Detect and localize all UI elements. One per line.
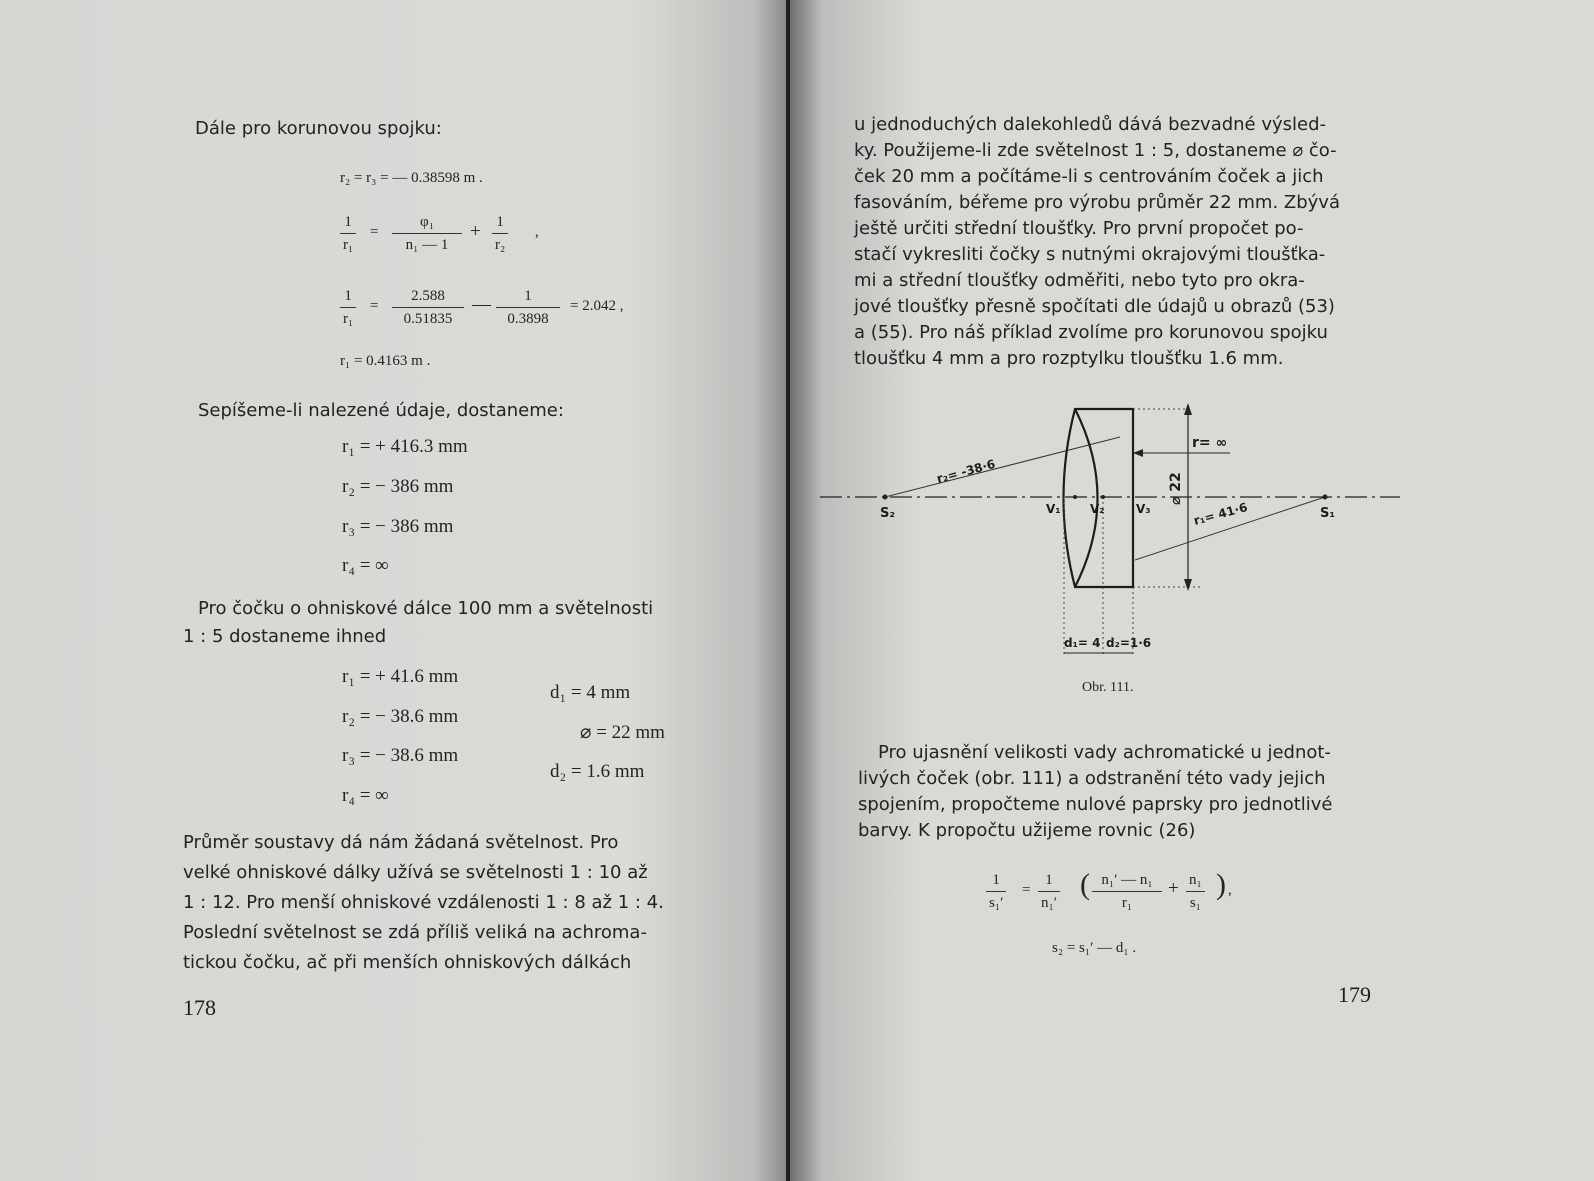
label-r2: r₂= -38·6 (935, 456, 997, 486)
page-number: 178 (183, 995, 216, 1020)
label-s2: S₂ (880, 506, 896, 521)
intro-text: Dále pro korunovou spojku: (195, 118, 442, 139)
lens-contact-surface (1075, 409, 1098, 587)
ray-line (885, 437, 1120, 497)
lens-diagram (790, 395, 1594, 665)
label-v2: V₂ (1090, 502, 1105, 516)
label-d2: d₂=1·6 (1106, 636, 1152, 650)
equation-r1-result: r₁ = 0.4163 m . (340, 353, 431, 369)
label-r-infinity: r= ∞ (1192, 435, 1228, 451)
thickness-d2: d₂ = 1.6 mm (550, 761, 645, 782)
equation-s2: s₂ = s₁′ — d₁ . (1052, 940, 1137, 956)
lens-intro-line1: Pro čočku o ohniskové dálce 100 mm a světelnosti (198, 598, 654, 619)
fraction-r2: $\frac{1}{\text{r₂}}$ (492, 212, 508, 255)
label-r1: r₁= 41·6 (1192, 500, 1249, 528)
radius-item: r₁ = + 416.3 mm (342, 436, 468, 457)
fraction-lhs: $\frac{1}{\text{r₁}}$ (340, 212, 356, 255)
lens-radius-item: r₁ = + 41.6 mm (342, 666, 459, 687)
label-v1: V₁ (1046, 502, 1061, 516)
label-v3: V₃ (1136, 502, 1151, 516)
thickness-d1: d₁ = 4 mm (550, 682, 631, 703)
fraction-phi: $\frac{\text{φ₁}}{\text{n₁ — 1}}$ (392, 212, 462, 255)
page-number: 179 (1338, 982, 1371, 1007)
figure-caption: Obr. 111. (1082, 680, 1134, 695)
lens-intro-line2: 1 : 5 dostaneme ihned (183, 626, 387, 647)
left-page: Dále pro korunovou spojku: r₂ = r₃ = — 0.38598 m . $\frac{1}{\text{r₁}}$ = $\frac{\text{φ₁}}{\text{n₁ — 1}}$ + $\frac{1}{\text{r₂}}$ , $\frac{1}{\text{r₁}}$ = $\frac{2.588}{0.51835}$ — $\frac{1}{0.3898}$ = 2.042 , r₁ = 0.4163 m . Sepíšeme-li nalezené údaje, dostaneme: r₁ = + 416.3 mm r₂ = − 386 mm r₃ = − 386 mm r₄ = ∞ Pro čočku o ohniskové dálce 100 mm a světelnosti 1 : 5 dostaneme ihned r₁ = + 41.6 mm r₂ = − 38.6 mm r₃ = − 38.6 mm r₄ = ∞ d₁ = 4 mm ⌀ = 22 mm d₂ = 1.6 mm Průměr soustavy dá nám žádaná světelnost. Pro velké ohniskové dálky užívá se světelnosti 1 : 10 až 1 : 12. Pro menší ohniskové vzdálenosti 1 : 8 až 1 : 4. Poslední světelnost se zdá příliš veliká na achroma- tickou čočku, ač při menších ohniskových dálkách 178 (0, 0, 786, 1181)
right-page: u jednoduchých dalekohledů dává bezvadné výsled- ky. Použijeme-li zde světelnost 1 : 5, dostaneme ⌀ čo- ček 20 mm a počítáme-li s centrováním čoček a jich fasováním, béřeme pro výrobu průměr 22 mm. Zbývá ještě určiti střední tloušťky. Pro první propočet po- stačí vykresliti čočky s nutnými okrajovými tloušťka- mi a střední tloušťky odměřiti, nebo tyto pro okra- jové tloušťky přesně spočítati dle údajů u obrazů (53) a (55). Pro náš příklad zvolíme pro korunovou spojku tloušťku 4 mm a pro rozptylku tloušťku 1.6 mm. r= ∞ r₂= -38·6 r₁= 41·6 ⌀ 22 S₂ S₁ V₁ V₂ V₃ d₁= 4 d₂=1·6 Obr. 111. Pro ujasnění velikosti vady achromatické u jednot- livých čoček (obr. 111) a odstranění této vady jejich spojením, propočteme nulové paprsky pro jednotlivé barvy. K propočtu užijeme rovnic (26) $\frac{1}{\text{s₁′}}$ = $\frac{1}{\text{n₁′}}$ ( $\frac{\text{n₁′ — n₁}}{\text{r₁}}$ + $\frac{\text{n₁}}{\text{s₁}}$ ) , s₂ = s₁′ — d₁ . 179 (790, 0, 1594, 1181)
summary-intro: Sepíšeme-li nalezené údaje, dostaneme: (198, 400, 564, 421)
label-d1: d₁= 4 (1064, 636, 1101, 650)
lens-radius-item: r₂ = − 38.6 mm (342, 706, 459, 727)
lens-radius-item: r₄ = ∞ (342, 785, 389, 806)
diameter: ⌀ = 22 mm (580, 722, 665, 743)
radius-item: r₄ = ∞ (342, 555, 389, 576)
label-s1: S₁ (1320, 506, 1336, 521)
radius-item: r₂ = − 386 mm (342, 476, 454, 497)
equation-r2-r3: r₂ = r₃ = — 0.38598 m . (340, 170, 483, 186)
label-diameter: ⌀ 22 (1168, 472, 1184, 505)
radius-item: r₃ = − 386 mm (342, 516, 454, 537)
lens-radius-item: r₃ = − 38.6 mm (342, 745, 459, 766)
